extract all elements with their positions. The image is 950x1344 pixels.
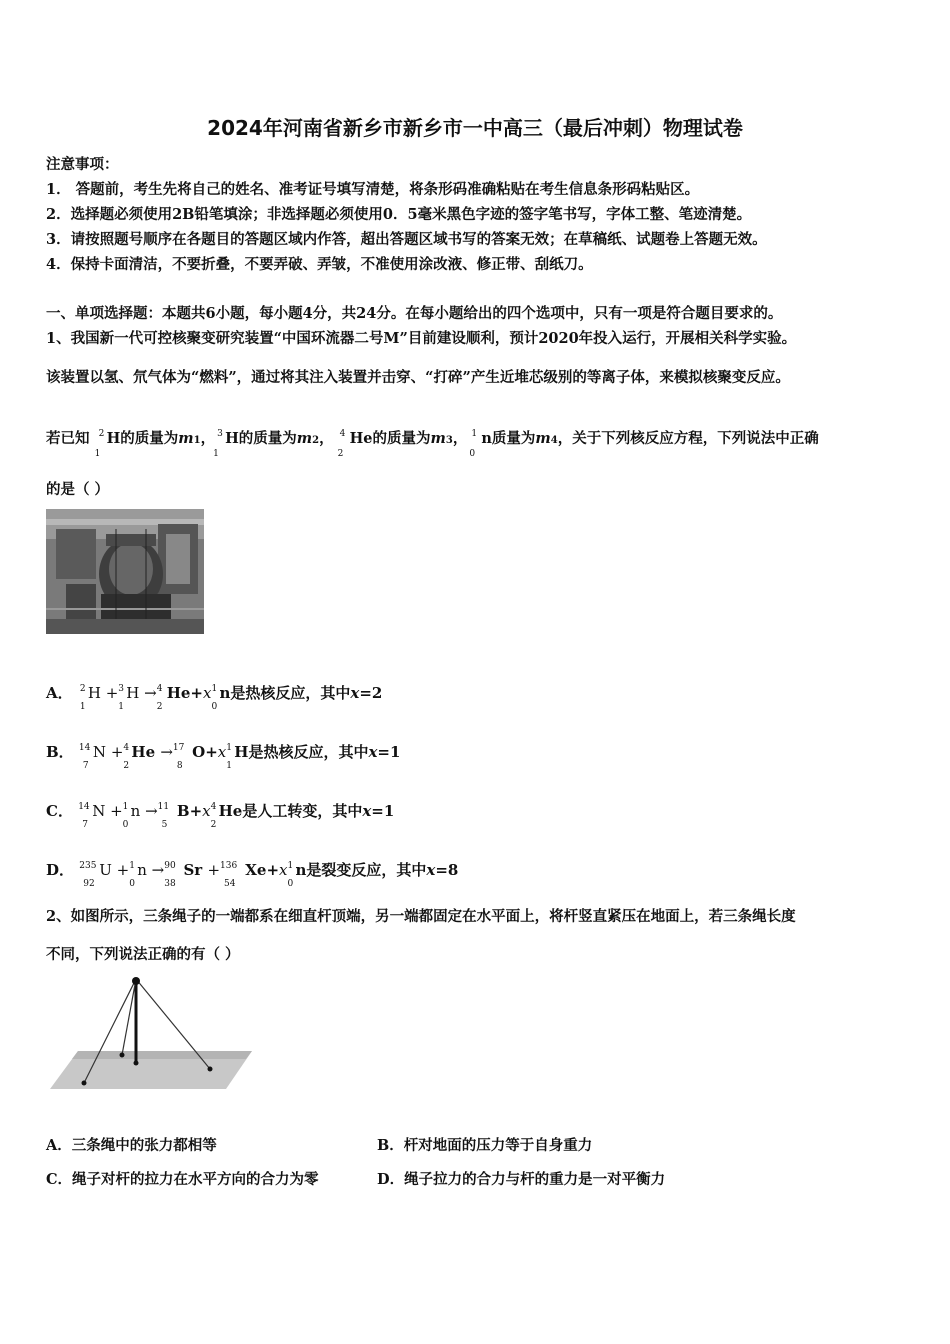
q2-line-2: 不同，下列说法正确的有（ ） xyxy=(46,946,240,963)
notice-item-1: 1． 答题前，考生先将自己的姓名、准考证号填写清楚，将条形码准确粘贴在考生信息条形码粘贴区。 xyxy=(46,181,700,198)
notice-heading: 注意事项： xyxy=(46,156,119,173)
q1-line-3: 若已知 2 1 H的质量为m1， 3 1 H的质量为m2， 4 2 He的质量为m3， 1 0 n质量为m4，关于下列核反应方程，下列说法中正确 xyxy=(46,429,819,459)
q1-line-1: 1、我国新一代可控核聚变研究装置“中国环流器二号M”目前建设顺利，预计2020年投入运行，开展相关科学实验。 xyxy=(46,330,797,347)
q1-line3-prefix: 若已知 xyxy=(46,430,90,447)
notice-item-4: 4．保持卡面清洁，不要折叠，不要弄破、弄皱，不准使用涂改液、修正带、刮纸刀。 xyxy=(46,256,593,273)
tokamak-device-photo xyxy=(46,509,204,634)
q1-option-d[interactable]: D． 235 92 U + 1 0 n → 90 38 Sr + 136 54 Xe+x 1 0 n是裂变反应，其中x=8 xyxy=(46,861,459,889)
q2-option-a[interactable]: A．三条绳中的张力都相等 xyxy=(46,1137,217,1154)
q1-line-2: 该装置以氢、氘气体为“燃料”，通过将其注入装置并击穿、“打碎”产生近堆芯级别的等离子体，来模拟核聚变反应。 xyxy=(46,369,790,386)
q2-option-d[interactable]: D．绳子拉力的合力与杆的重力是一对平衡力 xyxy=(377,1171,666,1188)
pole-ropes-diagram xyxy=(46,975,256,1095)
notice-item-2: 2．选择题必须使用2B铅笔填涂；非选择题必须使用0．5毫米黑色字迹的签字笔书写，字体工整、笔迹清楚。 xyxy=(46,206,752,223)
section-heading: 一、单项选择题：本题共6小题，每小题4分，共24分。在每小题给出的四个选项中，只有一项是符合题目要求的。 xyxy=(46,305,783,322)
notice-item-3: 3．请按照题号顺序在各题目的答题区域内作答，超出答题区域书写的答案无效；在草稿纸、试题卷上答题无效。 xyxy=(46,231,767,248)
q1-option-b[interactable]: B． 14 7 N + 4 2 He → 17 8 O+x 1 1 H是热核反应，其中x=1 xyxy=(46,743,401,771)
q1-option-c[interactable]: C． 14 7 N + 1 0 n → 11 5 B+x 4 2 He是人工转变，其中x=1 xyxy=(46,802,395,830)
q2-option-b[interactable]: B．杆对地面的压力等于自身重力 xyxy=(377,1137,593,1154)
q1-option-a[interactable]: A． 2 1 H + 3 1 H → 4 2 He+x 1 0 n是热核反应，其中x=2 xyxy=(46,684,383,712)
q1-line-4: 的是（ ） xyxy=(46,481,110,498)
page-title: 2024年河南省新乡市新乡市一中高三（最后冲刺）物理试卷 xyxy=(207,116,743,140)
q2-option-c[interactable]: C．绳子对杆的拉力在水平方向的合力为零 xyxy=(46,1171,319,1188)
q2-line-1: 2、如图所示，三条绳子的一端都系在细直杆顶端，另一端都固定在水平面上，将杆竖直紧压在地面上，若三条绳长度 xyxy=(46,908,796,925)
